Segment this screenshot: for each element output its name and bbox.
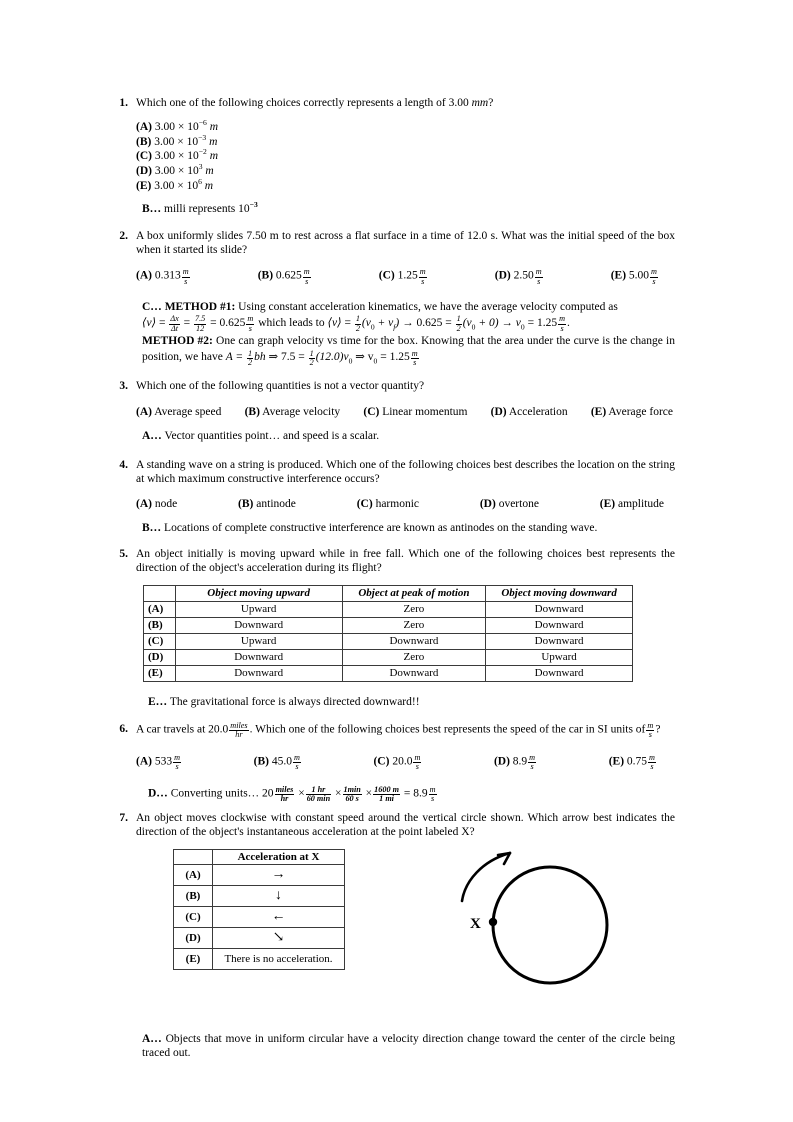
option-d[interactable]: [494, 754, 537, 772]
question-1-options: [136, 120, 675, 193]
delta-x-over-delta-t: $\frac{\Delta x}{\Delta t}$: [170, 314, 179, 333]
table-row[interactable]: [144, 666, 633, 682]
table-row[interactable]: [174, 906, 345, 927]
unit-fraction: $\frac{m}{s}$: [429, 784, 436, 803]
option-e[interactable]: [600, 497, 664, 512]
question-stem: [136, 722, 675, 740]
question-2-answer: [142, 299, 675, 367]
mile-to-meter-fraction: $\frac{1600 m}{1 mi}$: [374, 784, 399, 803]
option-text: node: [151, 498, 178, 511]
table-row[interactable]: [174, 927, 345, 948]
table-row[interactable]: [144, 602, 633, 618]
option-label: (E): [608, 755, 625, 768]
cell-downward: Downward: [486, 602, 633, 618]
question-stem: A box uniformly slides 7.50 m to rest across a flat surface in a time of 12.0 s. What was the initial speed of the box when it started its slide?: [136, 229, 675, 256]
row-label: (C): [174, 906, 213, 927]
option-a[interactable]: [136, 497, 177, 512]
column-header-upward: Object moving upward: [175, 586, 342, 602]
option-label: (B): [257, 269, 274, 282]
option-unit: m: [209, 121, 218, 134]
option-label: (A): [136, 755, 152, 768]
option-exponent: −3: [198, 132, 207, 142]
question-1-answer: [142, 202, 675, 217]
unit-fraction: $\frac{m}{s}$: [535, 267, 542, 286]
option-unit: m: [209, 150, 218, 163]
row-label: (E): [174, 948, 213, 969]
stem-text-mid: . Which one of the following choices best represents the speed of the car in SI units of: [249, 723, 646, 736]
paren-v0: (v: [462, 316, 472, 329]
one-half-3: $\frac{1}{2}$: [248, 348, 253, 367]
answer-key: A…: [142, 1032, 162, 1045]
option-text: Linear momentum: [379, 406, 468, 419]
unit-fraction: $\frac{m}{s}$: [182, 267, 189, 286]
method-2-text: One can graph velocity vs time for the box. Knowing that the area under the curve is the change in position, we have: [142, 335, 675, 364]
question-stem: Which one of the following quantities is not a vector quantity?: [136, 380, 425, 393]
table-row[interactable]: [144, 634, 633, 650]
corner-cell: [174, 849, 213, 864]
option-b[interactable]: [258, 268, 312, 286]
row-label: (A): [174, 864, 213, 885]
option-label: (B): [253, 755, 269, 768]
implies-1: ⇒ 7.5 =: [265, 351, 308, 364]
option-text: overtone: [495, 498, 539, 511]
question-number: 3.: [119, 380, 128, 393]
option-label: (D): [479, 498, 496, 511]
option-e[interactable]: [611, 268, 659, 286]
option-c[interactable]: [136, 149, 675, 164]
cell-peak: Downward: [342, 634, 485, 650]
method-2-label: METHOD #2:: [142, 335, 213, 348]
option-label: (C): [356, 498, 373, 511]
leads-text: which leads to: [255, 316, 328, 329]
option-label: (E): [610, 269, 627, 282]
option-label: (C): [373, 755, 390, 768]
unit-fraction: $\frac{m}{s}$: [529, 752, 536, 772]
option-e[interactable]: [591, 405, 673, 420]
times-2: ×: [335, 787, 342, 800]
row-label: (D): [144, 650, 176, 666]
corner-cell: [144, 586, 176, 602]
stem-unit: mm: [471, 97, 489, 109]
answer-key: A…: [142, 430, 162, 443]
arrow-1: →: [399, 316, 417, 329]
conversion-result: = 8.9: [400, 787, 428, 800]
cell-upward: Upward: [175, 602, 342, 618]
option-d[interactable]: [136, 164, 675, 179]
times-1: ×: [298, 787, 305, 800]
unit-fraction: $\frac{m}{s}$: [411, 348, 418, 367]
option-value: 5.00: [628, 269, 650, 282]
option-label: (B): [136, 135, 152, 148]
question-number: 2.: [119, 229, 128, 242]
option-value: 0.313: [154, 269, 181, 282]
answer-key: B…: [142, 203, 162, 216]
option-label: (D): [493, 755, 510, 768]
option-exponent: 3: [198, 162, 203, 172]
cell-downward: Downward: [486, 634, 633, 650]
point-x-label: X: [470, 915, 481, 932]
unit-fraction: $\frac{m}{s}$: [414, 752, 421, 772]
option-value: 0.75: [626, 755, 648, 768]
row-label: (D): [174, 927, 213, 948]
option-unit: m: [205, 164, 214, 177]
option-mantissa: 3.00 × 10: [154, 121, 199, 134]
option-label: (D): [490, 406, 507, 419]
option-b[interactable]: [136, 132, 675, 150]
stem-text-post: ?: [655, 723, 661, 736]
table-header-row: [144, 586, 633, 602]
answer-key: E…: [148, 696, 168, 709]
acceleration-direction-table: [173, 849, 345, 970]
option-label: (B): [244, 406, 260, 419]
table-row[interactable]: [174, 948, 345, 969]
option-exponent: 6: [198, 176, 202, 186]
option-d[interactable]: [480, 497, 539, 512]
seven-five-over-twelve: $\frac{7.5}{12}$: [195, 314, 206, 333]
answer-text: The gravitational force is always directed downward!!: [167, 696, 420, 709]
cell-peak: Zero: [342, 618, 485, 634]
answer-text: milli represents 10: [161, 203, 250, 216]
option-label: (A): [136, 406, 152, 419]
unit-fraction: $\frac{m}{s}$: [559, 314, 565, 333]
answer-key: C…: [142, 300, 162, 313]
row-label: (B): [144, 618, 176, 634]
row-label: (A): [144, 602, 176, 618]
option-b[interactable]: [245, 405, 341, 420]
avg-velocity-symbol-2: ⟨v⟩: [327, 316, 342, 329]
row-label: (C): [144, 634, 176, 650]
option-value: 20.0: [392, 755, 413, 768]
option-label: (A): [136, 498, 152, 511]
arrow-left-icon: ←: [213, 906, 345, 927]
question-stem: A standing wave on a string is produced. Which one of the following choices best describes the location on the string at which maximum constructive interference occurs?: [136, 459, 675, 486]
plus-vf: + v: [374, 316, 394, 329]
one-half-2: $\frac{1}{2}$: [456, 314, 461, 333]
cell-downward: Upward: [486, 650, 633, 666]
unit-fraction: $\frac{m}{s}$: [419, 267, 426, 286]
option-value: 0.625: [275, 269, 302, 282]
avg-velocity-symbol: ⟨v⟩: [142, 316, 157, 329]
option-label: (B): [238, 498, 254, 511]
answer-text: Converting units… 20: [167, 787, 274, 800]
free-fall-acceleration-table: [143, 585, 633, 682]
question-number: 7.: [119, 812, 128, 825]
method-1-math: ⟨v⟩ = $\frac{\Delta x}{\Delta t}$ = $\frac{7.5}{12}$ = 0.625 $\frac{m}{s}$ which leads to ⟨v⟩ = $\frac{1}{2}$ $(v_0 + v_f) \to 0.625$ = $\frac{1}{2}$ $(v_0 + 0) \to v_0 = 1.25$ $\frac{m}{s}$ .: [142, 314, 570, 333]
option-label: (E): [590, 406, 607, 419]
question-stem: [136, 96, 675, 110]
option-text: amplitude: [615, 498, 664, 511]
option-label: (A): [136, 269, 152, 282]
question-6: [110, 722, 675, 740]
question-3-answer: [142, 429, 675, 444]
answer-text: Locations of complete constructive interference are known as antinodes on the standing wave.: [161, 522, 598, 535]
cell-peak: Zero: [342, 602, 485, 618]
result-2: = 1.25: [377, 351, 410, 364]
stem-text-pre: A car travels at 20.0: [136, 723, 229, 736]
unit-fraction: $\frac{m}{s}$: [651, 267, 657, 286]
question-stem: An object moves clockwise with constant speed around the vertical circle shown. Which arrow best indicates the direction of the object's instantaneous acceleration at the point labeled X?: [136, 812, 675, 839]
answer-text: Vector quantities point… and speed is a scalar.: [161, 430, 380, 443]
column-header-downward: Object moving downward: [486, 586, 633, 602]
paren-open: (v: [361, 316, 371, 329]
option-a[interactable]: [136, 268, 191, 286]
option-value: 8.9: [512, 755, 528, 768]
option-mantissa: 3.00 × 10: [154, 164, 199, 177]
option-label: (E): [136, 179, 152, 192]
method-1-line: [142, 299, 675, 315]
arrow-2: →: [498, 316, 516, 329]
option-text: Average velocity: [259, 406, 341, 419]
option-c[interactable]: [363, 405, 467, 420]
stem-text-pre: Which one of the following choices correctly represents a length of 3.00: [136, 97, 472, 109]
option-a[interactable]: [136, 120, 675, 135]
table-row[interactable]: [144, 618, 633, 634]
column-header-acceleration: Acceleration at X: [213, 849, 345, 864]
stem-text-post: ?: [488, 97, 494, 109]
meters-per-second-fraction: $\frac{m}{s}$: [647, 721, 654, 740]
table-row[interactable]: [174, 864, 345, 885]
option-label: (C): [363, 406, 380, 419]
question-3: [110, 379, 675, 393]
question-7-content: [110, 849, 675, 970]
question-number: 1.: [119, 97, 128, 109]
page-content: [110, 96, 675, 1061]
option-label: (C): [378, 269, 395, 282]
miles-per-hour-fraction: $\frac{\text{miles}}{hr}$: [275, 784, 294, 803]
row-label: (E): [144, 666, 176, 682]
option-b[interactable]: [238, 497, 296, 512]
option-label: (E): [599, 498, 616, 511]
method-1-label: METHOD #1:: [164, 300, 236, 313]
question-5-table-wrap: [143, 585, 675, 682]
cell-upward: Downward: [175, 666, 342, 682]
option-text: Acceleration: [506, 406, 568, 419]
unit-fraction: $\frac{m}{s}$: [247, 314, 254, 333]
option-text: Average force: [606, 406, 673, 419]
cell-upward: Downward: [175, 618, 342, 634]
column-header-peak: Object at peak of motion: [342, 586, 485, 602]
point-x-marker: [489, 917, 497, 925]
cell-downward: Downward: [486, 618, 633, 634]
question-7: [110, 811, 675, 839]
minute-conversion-fraction: $\frac{1\min}{60 s}$: [343, 784, 361, 803]
cell-upward: Downward: [175, 650, 342, 666]
question-5-answer: [148, 695, 675, 710]
question-4-options: [136, 497, 664, 512]
circle-diagram: [440, 843, 630, 998]
option-mantissa: 3.00 × 10: [154, 135, 199, 148]
option-mantissa: 3.00 × 10: [154, 150, 199, 163]
option-d[interactable]: [491, 405, 568, 420]
unit-fraction: $\frac{m}{s}$: [293, 752, 300, 772]
circle-diagram-svg: [440, 843, 630, 993]
question-7-answer: [142, 1032, 675, 1061]
option-a[interactable]: [136, 405, 221, 420]
method-1-text: Using constant acceleration kinematics, we have the average velocity computed as: [235, 300, 618, 313]
option-text: harmonic: [372, 498, 419, 511]
miles-per-hour-fraction: $\frac{\text{miles}}{hr}$: [230, 721, 248, 740]
option-text: antinode: [253, 498, 296, 511]
arrow-down-right-icon: ↘: [213, 927, 345, 948]
option-e[interactable]: [609, 754, 657, 772]
one-half: $\frac{1}{2}$: [355, 314, 360, 333]
step-2: 0.625 =: [416, 316, 455, 329]
option-e[interactable]: [136, 176, 675, 194]
unit-fraction: $\frac{m}{s}$: [174, 752, 181, 772]
question-2: [110, 229, 675, 257]
arrow-down-icon: ↓: [213, 885, 345, 906]
question-6-options: [136, 754, 657, 772]
question-1: [110, 96, 675, 110]
table-header-row: [174, 849, 345, 864]
option-exponent: −6: [198, 118, 207, 128]
option-a[interactable]: [136, 754, 182, 772]
option-value: 533: [154, 755, 173, 768]
arrow-right-icon: →: [213, 864, 345, 885]
option-label: (D): [494, 269, 511, 282]
hour-conversion-fraction: $\frac{1 hr}{60 \min}$: [306, 784, 331, 803]
one-half-4: $\frac{1}{2}$: [309, 348, 314, 367]
option-unit: m: [209, 135, 218, 148]
option-c[interactable]: [357, 497, 419, 512]
option-c[interactable]: [373, 754, 422, 772]
question-5: [110, 547, 675, 575]
option-value: 2.50: [513, 269, 534, 282]
option-label: (D): [136, 164, 152, 177]
question-number: 5.: [119, 548, 128, 561]
times-3: ×: [365, 787, 373, 800]
question-4: [110, 458, 675, 486]
option-label: (A): [136, 121, 152, 134]
table-row[interactable]: [144, 650, 633, 666]
option-text: Average speed: [151, 406, 222, 419]
unit-fraction: $\frac{m}{s}$: [303, 267, 310, 286]
option-exponent: −2: [198, 147, 207, 157]
option-value: 45.0: [271, 755, 292, 768]
option-c[interactable]: [379, 268, 428, 286]
option-b[interactable]: [254, 754, 302, 772]
question-number: 6.: [119, 723, 128, 736]
question-stem: An object initially is moving upward while in free fall. Which one of the following choices best represents the direction of the object's acceleration during its flight?: [136, 548, 675, 575]
answer-text: Objects that move in uniform circular have a velocity direction change toward the center of the circle being traced out.: [142, 1032, 675, 1060]
answer-exponent: −3: [249, 200, 258, 210]
implies-2: ⇒ v: [352, 351, 374, 364]
option-mantissa: 3.00 × 10: [154, 179, 199, 192]
unit-fraction: $\frac{m}{s}$: [649, 752, 655, 772]
cell-peak: Downward: [342, 666, 485, 682]
question-6-answer: [148, 786, 675, 804]
option-label: (C): [136, 150, 152, 163]
clockwise-arrow-head: [498, 853, 510, 864]
question-4-answer: [142, 521, 675, 536]
cell-peak: Zero: [342, 650, 485, 666]
answer-key: B…: [142, 522, 162, 535]
final-result: = 1.25: [524, 316, 558, 329]
no-acceleration-text: There is no acceleration.: [213, 948, 345, 969]
cell-downward: Downward: [486, 666, 633, 682]
row-label: (B): [174, 885, 213, 906]
option-value: 1.25: [397, 269, 418, 282]
option-unit: m: [204, 179, 214, 192]
circle-path: [493, 867, 607, 983]
question-2-options: [136, 268, 659, 286]
method-2-line: METHOD #2: One can graph velocity vs time for the box. Knowing that the area under the curve is the change in position, we have A = $\frac{1}{2}$ bh ⇒ 7.5 = $\frac{1}{2}$ $(12.0)v_0$ ⇒ $v_0 = 1.25$ $\frac{m}{s}$: [142, 335, 675, 367]
question-3-options: [136, 405, 673, 420]
table-row[interactable]: [174, 885, 345, 906]
cell-upward: Upward: [175, 634, 342, 650]
option-d[interactable]: [495, 268, 544, 286]
avg-velocity-result: 0.625: [219, 316, 246, 329]
question-number: 4.: [119, 459, 128, 472]
answer-key: D…: [148, 787, 168, 800]
